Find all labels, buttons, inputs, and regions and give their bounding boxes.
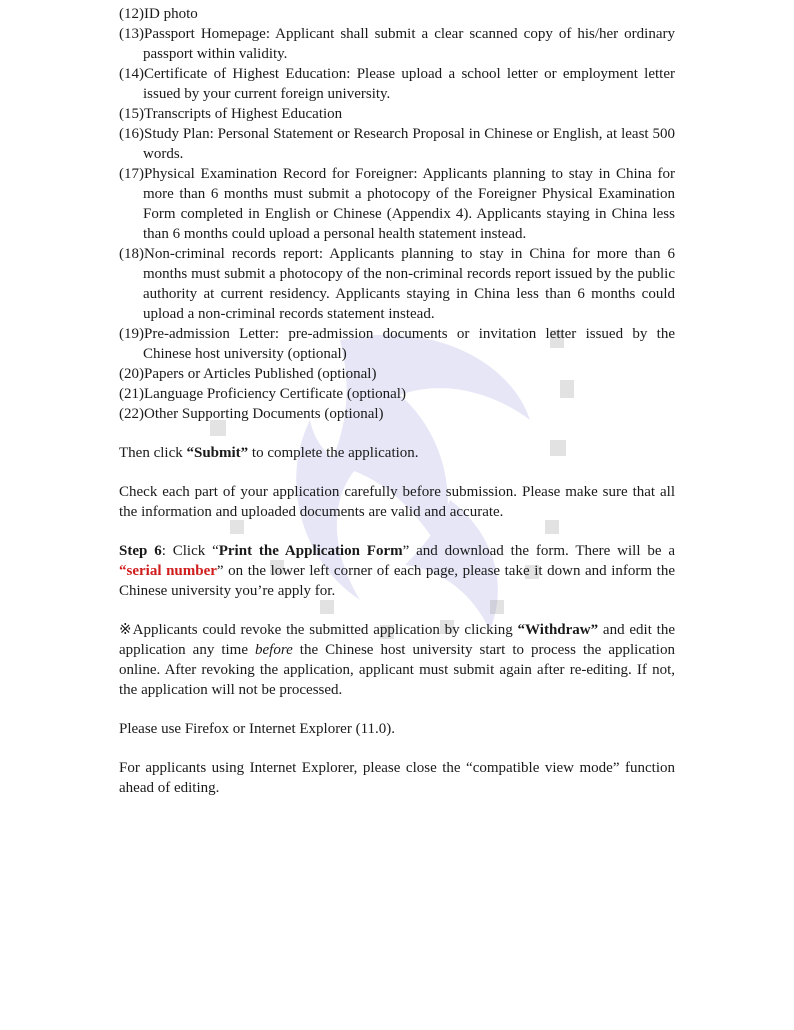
list-item: (22)Other Supporting Documents (optional) [119,406,384,422]
list-item: (21)Language Proficiency Certificate (optional) [119,386,406,402]
print-form-label: Print the Application Form [218,543,403,559]
list-item: (13)Passport Homepage: Applicant shall submit a clear scanned copy of his/her ordinary passport within validity. [119,26,675,62]
list-item: (17)Physical Examination Record for Foreigner: Applicants planning to stay in China for more than 6 months must submit a photocopy of the Foreigner Physical Examination Form completed in English or Chinese (Appendix 4). Applicants staying in China less than 6 months could upload a personal health statement instead. [119,166,675,242]
step6-label: Step 6 [119,543,162,559]
list-item: (20)Papers or Articles Published (optional) [119,366,377,382]
check-paragraph: Check each part of your application carefully before submission. Please make sure that all the information and uploaded documents are valid and accurate. [119,484,675,520]
browser-paragraph: Please use Firefox or Internet Explorer (11.0). [119,721,396,737]
list-item: (16)Study Plan: Personal Statement or Research Proposal in Chinese or English, at least 500 words. [119,126,675,162]
step6-paragraph: Step 6: Click “Print the Application Form” and download the form. There will be a “serial number” on the lower left corner of each page, please take it down and inform the Chinese university you’re apply for. [119,543,676,599]
serial-number-label: “serial number [119,563,217,579]
document-body [119,4,675,798]
withdraw-label: “Withdraw” [517,622,599,638]
ie-paragraph: For applicants using Internet Explorer, please close the “compatible view mode” function ahead of editing. [119,760,675,796]
list-item: (19)Pre-admission Letter: pre-admission documents or invitation letter issued by the Chinese host university (optional) [119,326,675,362]
list-item: (12)ID photo [119,6,198,22]
list-item: (14)Certificate of Highest Education: Please upload a school letter or employment letter issued by your current foreign university. [119,66,675,102]
withdraw-paragraph: ※Applicants could revoke the submitted application by clicking “Withdraw” and edit the application any time before the Chinese host university start to process the application online. After revoking the application, applicant must submit again after re-editing. If not, the application will not be processed. [119,622,675,698]
submit-label: “Submit” [186,445,249,461]
list-item: (18)Non-criminal records report: Applicants planning to stay in China for more than 6 months must submit a photocopy of the non-criminal records report issued by the public authority at current residency. Applicants staying in China less than 6 months could upload a non-criminal records statement instead. [119,246,675,322]
list-item: (15)Transcripts of Highest Education [119,106,343,122]
submit-paragraph: Then click “Submit” to complete the application. [119,445,419,461]
requirements-list [119,4,675,424]
